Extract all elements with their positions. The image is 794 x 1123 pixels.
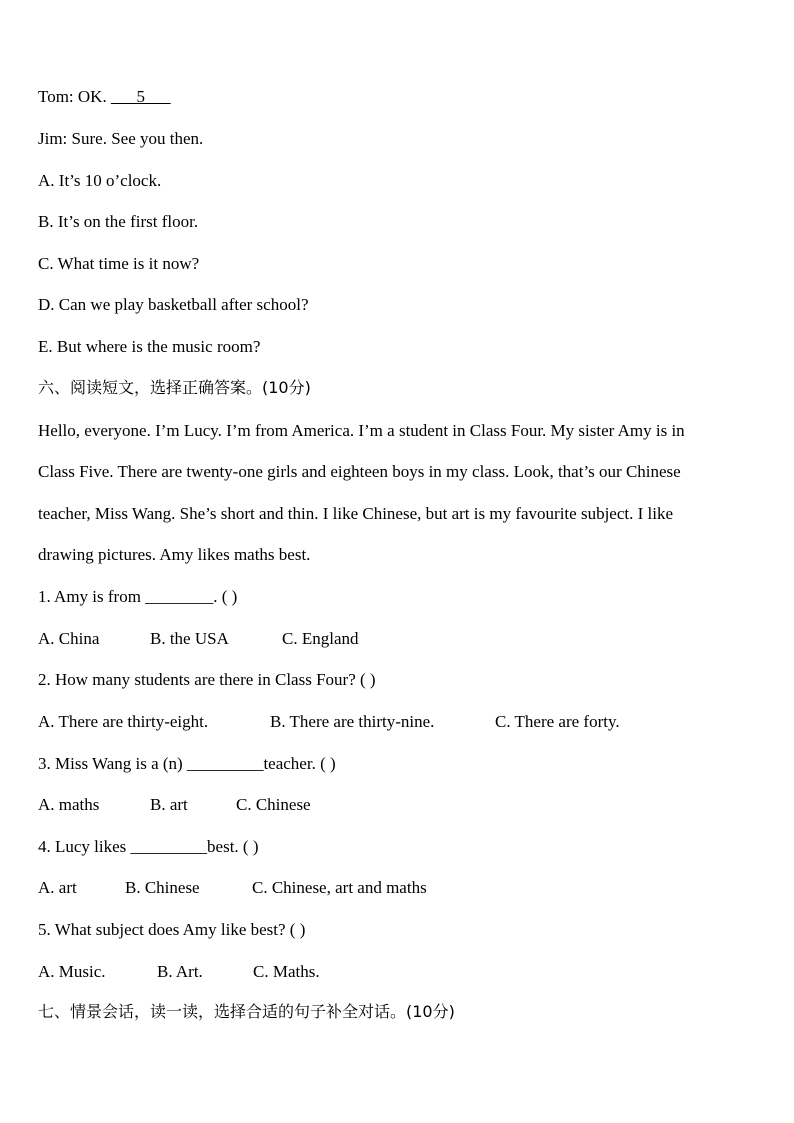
question-5-stem: 5. What subject does Amy like best? ( ) xyxy=(38,920,306,939)
section-6-heading: 六、阅读短文，选择正确答案。(10分) xyxy=(38,378,311,397)
speaker-jim: Jim: xyxy=(38,129,68,148)
passage-line-4: drawing pictures. Amy likes maths best. xyxy=(38,545,311,564)
answer-blank-5: ___5___ xyxy=(110,87,171,106)
question-3-stem: 3. Miss Wang is a (n) _________teacher. ( ) xyxy=(38,754,336,773)
question-4-option-b: B. Chinese xyxy=(125,878,200,897)
question-5-option-b: B. Art. xyxy=(157,962,203,981)
question-5-options xyxy=(38,961,320,983)
question-1-option-a: A. China xyxy=(38,629,100,648)
question-2-options xyxy=(38,711,620,733)
question-1-option-b: B. the USA xyxy=(150,629,229,648)
passage-line-3: teacher, Miss Wang. She’s short and thin. I like Chinese, but art is my favourite subject. I like xyxy=(38,504,674,523)
question-5-option-c: C. Maths. xyxy=(253,962,320,981)
section-7-heading: 七、情景会话，读一读，选择合适的句子补全对话。(10分) xyxy=(38,1002,455,1021)
passage-line-2: Class Five. There are twenty-one girls and eighteen boys in my class. Look, that’s our Chinese xyxy=(38,462,681,481)
question-3-option-a: A. maths xyxy=(38,795,100,814)
dialogue-text-tom: OK. xyxy=(77,87,107,106)
question-4-stem: 4. Lucy likes _________best. ( ) xyxy=(38,837,259,856)
speaker-tom: Tom: xyxy=(38,87,74,106)
question-4-options xyxy=(38,877,427,899)
question-4-option-c: C. Chinese, art and maths xyxy=(252,878,427,897)
question-3-options xyxy=(38,794,311,816)
dialogue-line-jim xyxy=(38,128,203,150)
question-1-option-c: C. England xyxy=(282,629,359,648)
question-1-options xyxy=(38,628,359,650)
dialogue-line-tom xyxy=(38,86,170,108)
dialogue-option-d: D. Can we play basketball after school? xyxy=(38,295,309,314)
question-5-option-a: A. Music. xyxy=(38,962,106,981)
question-2-stem: 2. How many students are there in Class Four? ( ) xyxy=(38,670,376,689)
dialogue-option-a: A. It’s 10 o’clock. xyxy=(38,171,162,190)
dialogue-option-b: B. It’s on the first floor. xyxy=(38,212,199,231)
dialogue-option-c: C. What time is it now? xyxy=(38,254,200,273)
question-2-option-a: A. There are thirty-eight. xyxy=(38,712,209,731)
question-1-stem: 1. Amy is from ________. ( ) xyxy=(38,587,238,606)
dialogue-text-jim: Sure. See you then. xyxy=(71,129,204,148)
question-4-option-a: A. art xyxy=(38,878,77,897)
question-3-option-b: B. art xyxy=(150,795,188,814)
question-3-option-c: C. Chinese xyxy=(236,795,311,814)
question-2-option-b: B. There are thirty-nine. xyxy=(270,712,435,731)
question-2-option-c: C. There are forty. xyxy=(495,712,620,731)
dialogue-option-e: E. But where is the music room? xyxy=(38,337,261,356)
passage-line-1: Hello, everyone. I’m Lucy. I’m from America. I’m a student in Class Four. My sister Amy is in xyxy=(38,421,685,440)
